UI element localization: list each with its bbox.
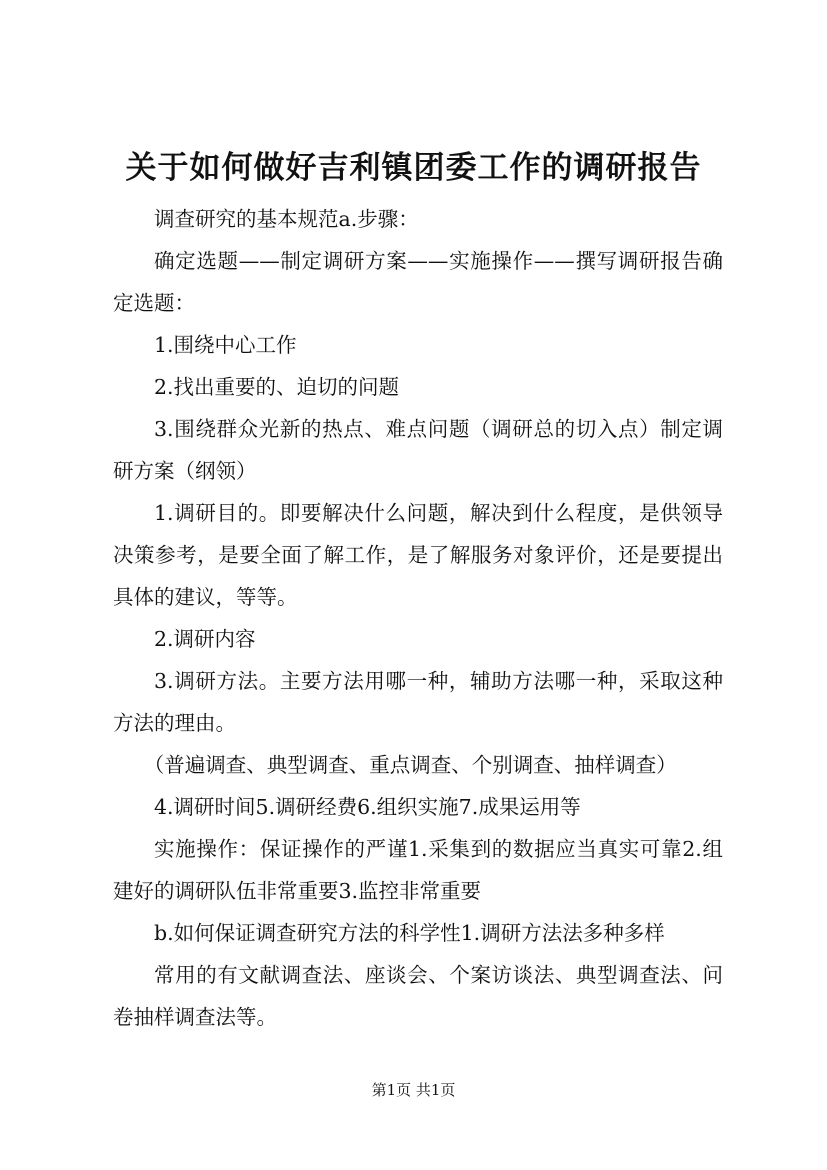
paragraph: 3.调研方法。主要方法用哪一种，辅助方法哪一种，采取这种方法的理由。 — [113, 669, 723, 735]
paragraph: 实施操作：保证操作的严谨1.采集到的数据应当真实可靠2.组建好的调研队伍非常重要3.监控非常重要 — [113, 837, 723, 903]
paragraph: b.如何保证调查研究方法的科学性1.调研方法法多种多样 — [154, 921, 665, 945]
paragraph: 2.调研内容 — [154, 627, 256, 651]
document-title: 关于如何做好吉利镇团委工作的调研报告 — [125, 150, 702, 186]
page-footer: 第1页 共1页 — [371, 1081, 456, 1099]
document-body — [113, 198, 723, 1038]
paragraph: 2.找出重要的、迫切的问题 — [154, 375, 400, 399]
paragraph: 4.调研时间5.调研经费6.组织实施7.成果运用等 — [154, 795, 581, 819]
paragraph: 1.调研目的。即要解决什么问题，解决到什么程度，是供领导决策参考，是要全面了解工作，是了解服务对象评价，还是要提出具体的建议，等等。 — [113, 501, 723, 609]
paragraph: 确定选题——制定调研方案——实施操作——撰写调研报告确定选题： — [113, 249, 723, 315]
paragraph: 常用的有文献调查法、座谈会、个案访谈法、典型调查法、问卷抽样调查法等。 — [113, 963, 723, 1029]
paragraph: 调查研究的基本规范a.步骤： — [154, 207, 419, 231]
paragraph: （普遍调查、典型调查、重点调查、个别调查、抽样调查） — [143, 753, 677, 777]
paragraph: 1.围绕中心工作 — [154, 333, 297, 357]
paragraph: 3.围绕群众光新的热点、难点问题（调研总的切入点）制定调研方案（纲领） — [113, 417, 723, 483]
